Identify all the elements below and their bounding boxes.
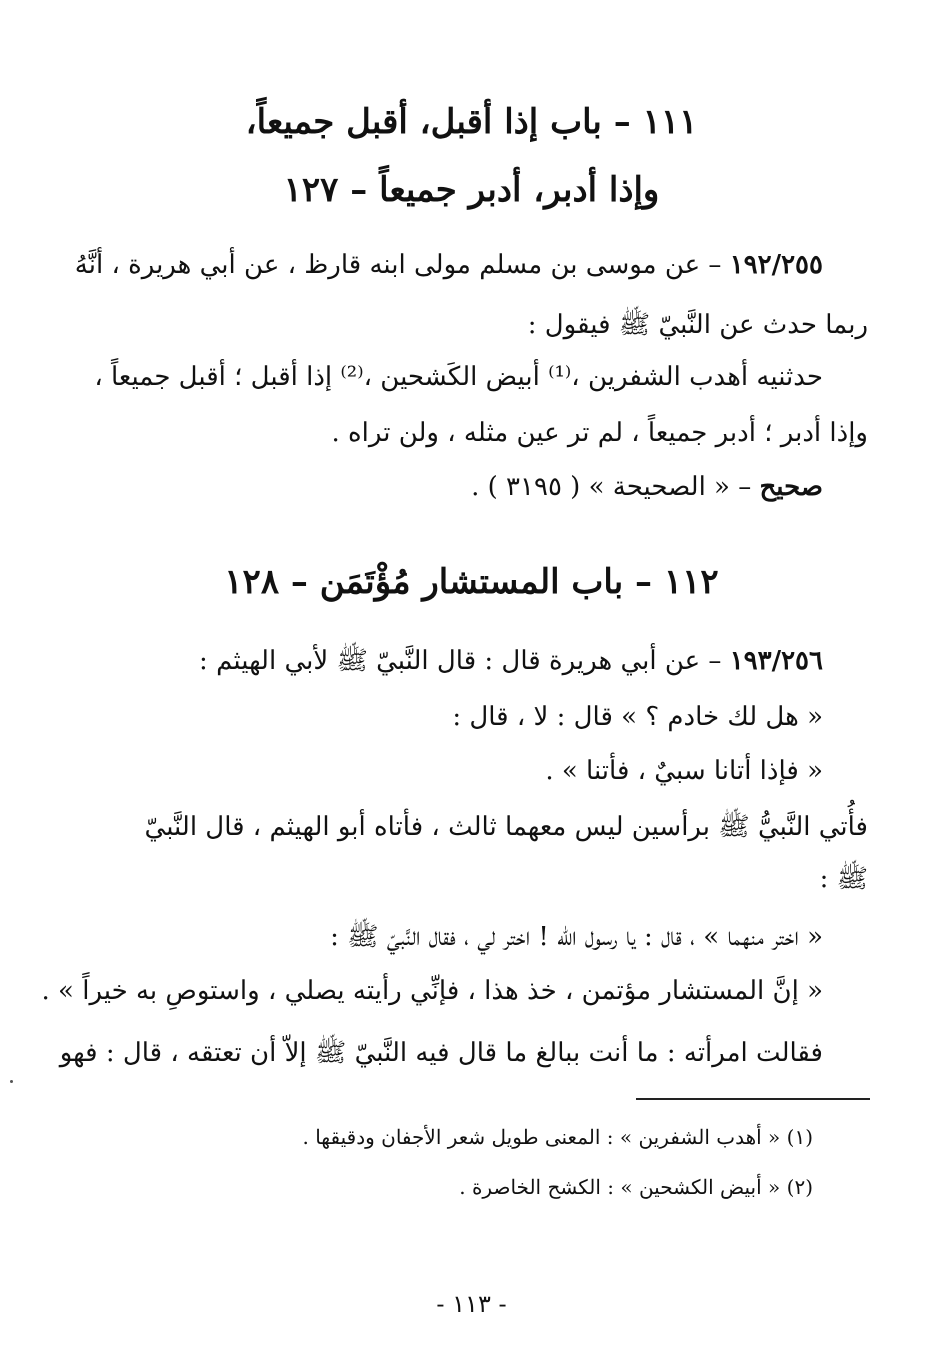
hadith-193-line-3: « فإذا أتانا سبيٌ ، فأتنا » . <box>545 756 823 786</box>
hadith-192-line-1 <box>75 250 823 280</box>
hadith-193-line-4: فأُتي النَّبيُّ ﷺ برأسين ليس معهما ثالث ، فأتاه أبو الهيثم ، قال النَّبيّ <box>144 812 868 842</box>
grade-reference: – « الصحيحة » ( ٣١٩٥ ) . <box>471 472 760 502</box>
scan-speck <box>10 1080 13 1083</box>
chapter-111-title-line-2: وإذا أدبر، أدبر جميعاً – ١٢٧ <box>283 170 660 210</box>
hadith-193-number: ١٩٣/٢٥٦ <box>729 646 823 676</box>
chapter-112-title: ١١٢ – باب المستشار مُؤْتَمَن – ١٢٨ <box>224 562 719 602</box>
hadith-192-grade <box>471 472 823 502</box>
chapter-111-title-line-1: ١١١ – باب إذا أقبل، أقبل جميعاً، <box>245 102 698 142</box>
hadith-193-line-2: « هل لك خادم ؟ » قال : لا ، قال : <box>452 702 823 732</box>
hadith-192-line-2: ربما حدث عن النَّبيّ ﷺ فيقول : <box>527 310 868 340</box>
hadith-192-line-4: وإذا أدبر ؛ أدبر جميعاً ، لم تر عين مثله ، ولن تراه . <box>331 418 868 448</box>
footnote-divider <box>636 1098 870 1100</box>
footnote-2: (٢) « أبيض الكشحين » : الكشح الخاصرة . <box>459 1175 813 1199</box>
footnote-1: (١) « أهدب الشفرين » : المعنى طويل شعر الأجفان ودقيقها . <box>302 1125 813 1149</box>
page-number: - ١١٣ - <box>436 1290 507 1318</box>
hadith-193-line-5: ﷺ : <box>819 864 868 894</box>
hadith-192-line-3: حدثنيه أهدب الشفرين ،⁽¹⁾ أبيض الكَشحين ،⁽²⁾ إذا أقبل ؛ أقبل جميعاً ، <box>94 362 823 392</box>
hadith-193-line-1-text: – عن أبي هريرة قال : قال النَّبيّ ﷺ لأبي الهيثم : <box>199 646 730 676</box>
hadith-192-line-1-text: – عن موسى بن مسلم مولى ابنه قارظ ، عن أبي هريرة ، أنَّهُ <box>74 250 730 280</box>
hadith-193-line-1 <box>199 644 823 682</box>
grade-label: صحيح <box>759 472 823 502</box>
hadith-193-line-8: فقالت امرأته : ما أنت ببالغ ما قال فيه النَّبيّ ﷺ إلاّ أن تعتقه ، قال : فهو <box>59 1038 823 1068</box>
hadith-193-line-7: « إنَّ المستشار مؤتمن ، خذ هذا ، فإنِّي رأيته يصلي ، واستوصِ به خيراً » . <box>41 976 823 1006</box>
hadith-192-number: ١٩٢/٢٥٥ <box>729 250 823 280</box>
hadith-193-line-6: « اختر منهما » ، قال : يا رسول الله ! اختر لي ، فقال النَّبيّ ﷺ : <box>330 922 823 952</box>
